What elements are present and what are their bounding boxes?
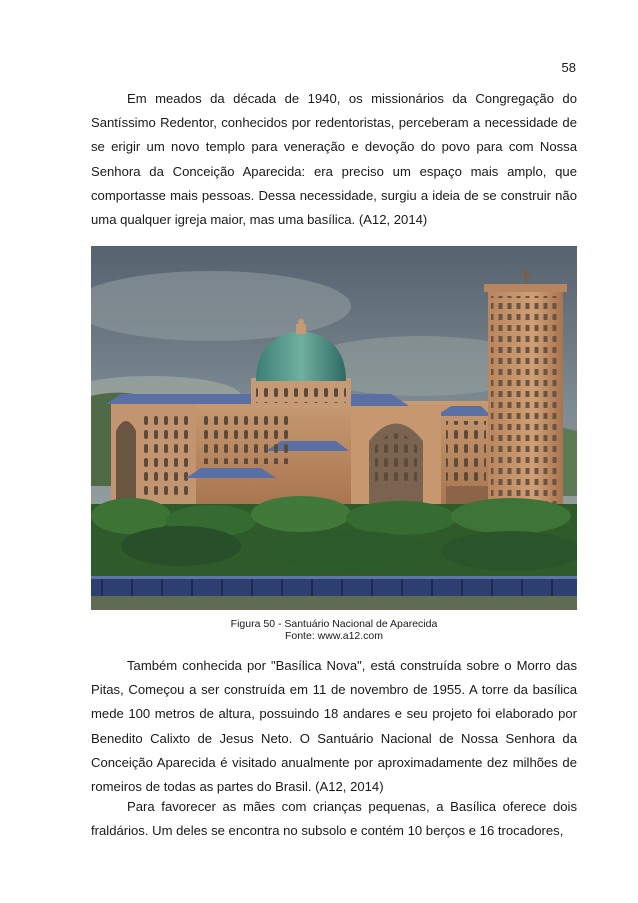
basilica-photo [91, 246, 577, 610]
figure-source: Fonte: www.a12.com [284, 630, 384, 642]
paragraph-history: Em meados da década de 1940, os missionários da Congregação do Santíssimo Redentor, conhecidos por redentoristas, perceberam a necessidade de se erigir um novo templo para veneração e devoção do povo para com Nossa Senhora da Conceição Aparecida: era preciso um espaço mais amplo, que comportasse mais pessoas. Dessa necessidade, surgiu a ideia de se construir não uma qualquer igreja maior, mas uma basílica. (A12, 2014) [91, 91, 577, 228]
figure-caption: Figura 50 - Santuário Nacional de Aparecida [230, 618, 438, 630]
paragraph-fraldarios: Para favorecer as mães com crianças pequenas, a Basílica oferece dois fraldários. Um deles se encontra no subsolo e contém 10 berços e 16 trocadores, [91, 799, 577, 839]
page-number: 58 [561, 60, 576, 75]
paragraph-basilica-nova: Também conhecida por "Basílica Nova", está construída sobre o Morro das Pitas, Começou a ser construída em 11 de novembro de 1955. A torre da basílica mede 100 metros de altura, possuindo 18 andares e seu projeto foi elaborado por Benedito Calixto de Jesus Neto. O Santuário Nacional de Nossa Senhora da Conceição Aparecida é visitado anualmente por aproximadamente dez milhões de romeiros de todas as partes do Brasil. (A12, 2014) [91, 658, 577, 795]
